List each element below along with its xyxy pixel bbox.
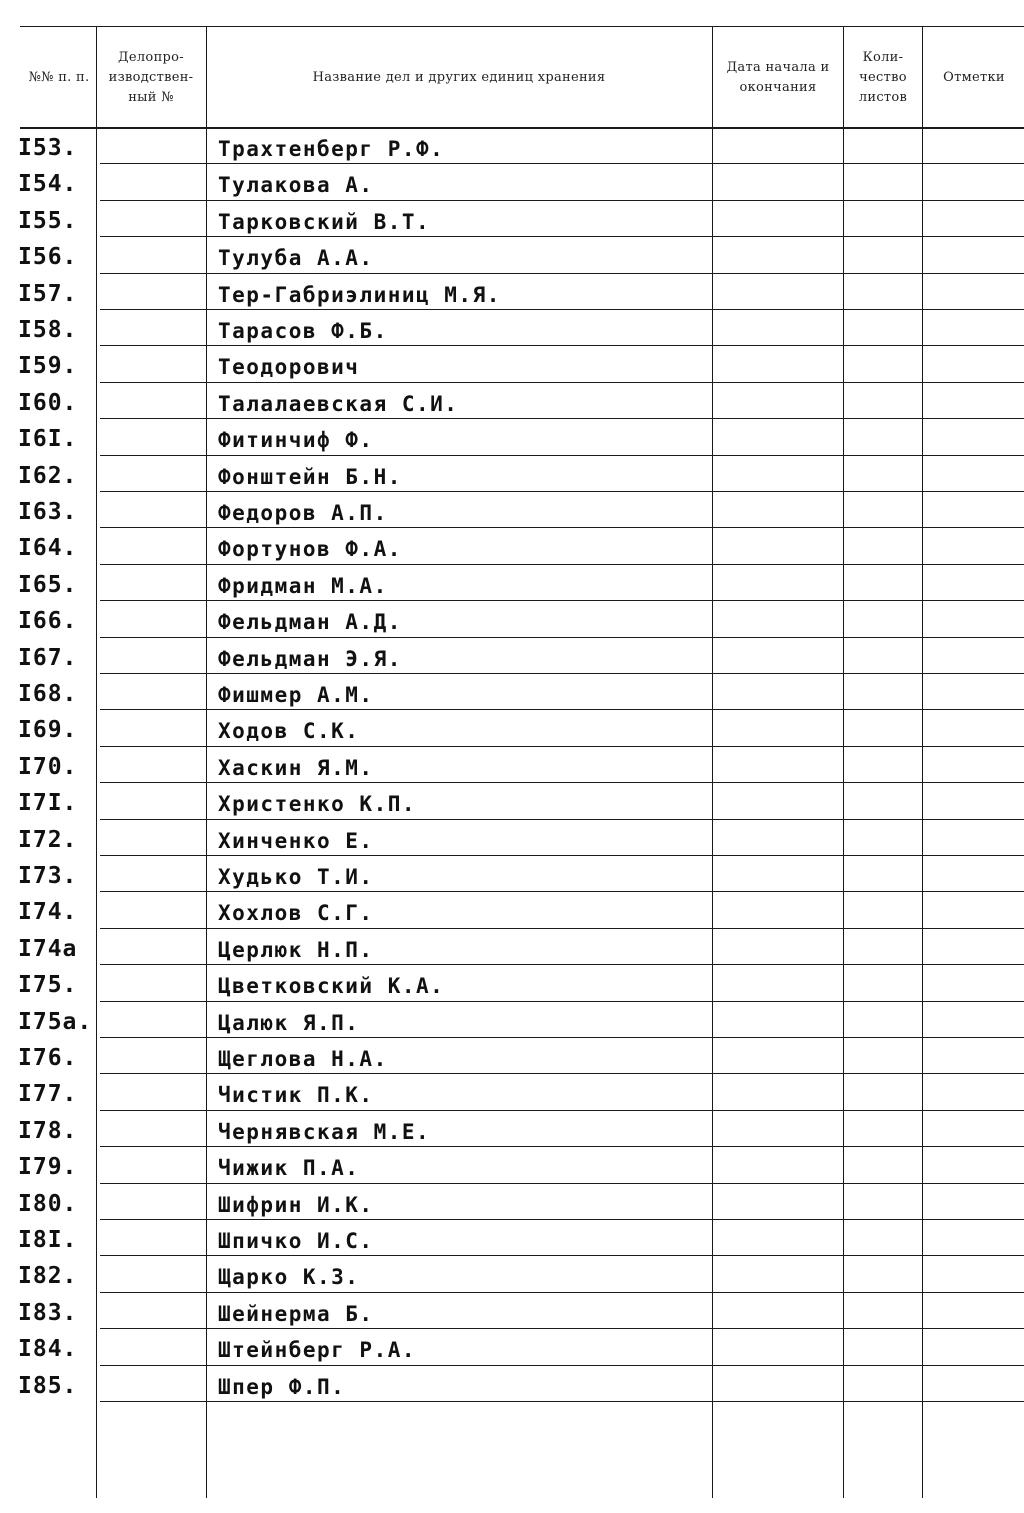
row-number: I53. bbox=[18, 135, 78, 161]
row-name: Тер-Габриэлиниц М.Я. bbox=[218, 282, 501, 307]
row-rule bbox=[100, 491, 1024, 492]
row-number: I59. bbox=[18, 353, 78, 380]
header-sheets bbox=[844, 30, 922, 126]
row-name: Фонштейн Б.Н. bbox=[218, 464, 402, 489]
row-rule bbox=[100, 928, 1024, 929]
row-number: I74. bbox=[18, 899, 78, 926]
header-sheets-label: Коли- чество листов bbox=[858, 50, 908, 105]
row-rule bbox=[100, 527, 1024, 528]
row-rule bbox=[100, 855, 1024, 856]
row-rule bbox=[100, 1037, 1024, 1038]
row-name: Тарасов Ф.Б. bbox=[218, 319, 388, 343]
row-name: Трахтенберг Р.Ф. bbox=[218, 137, 445, 161]
header-notes-label: Отметки bbox=[943, 70, 1005, 85]
header-number bbox=[22, 30, 96, 126]
row-rule bbox=[100, 1255, 1024, 1256]
row-number: I8I. bbox=[18, 1227, 78, 1253]
row-rule bbox=[100, 709, 1024, 710]
row-number: I82. bbox=[18, 1263, 78, 1290]
row-rule bbox=[100, 273, 1024, 274]
row-number: I83. bbox=[18, 1299, 78, 1326]
row-name: Щарко К.З. bbox=[218, 1265, 360, 1290]
row-number: I60. bbox=[18, 389, 78, 416]
row-number: I72. bbox=[18, 826, 78, 853]
row-name: Фортунов Ф.А. bbox=[218, 537, 402, 562]
row-rule bbox=[100, 891, 1024, 892]
row-rule bbox=[100, 1219, 1024, 1220]
row-number: I79. bbox=[18, 1154, 78, 1181]
top-rule bbox=[20, 26, 1024, 27]
row-name: Шифрин И.К. bbox=[218, 1192, 374, 1217]
row-rule bbox=[100, 1365, 1024, 1366]
row-name: Фридман М.А. bbox=[218, 573, 388, 598]
row-name: Шпер Ф.П. bbox=[218, 1374, 346, 1399]
row-number: I57. bbox=[18, 280, 78, 307]
row-name: Щеглова Н.А. bbox=[218, 1047, 388, 1071]
row-rule bbox=[100, 600, 1024, 601]
row-rule bbox=[100, 964, 1024, 965]
header-title-label: Название дел и других единиц хранения bbox=[312, 70, 606, 85]
header-notes bbox=[924, 30, 1024, 126]
row-rule bbox=[100, 1110, 1024, 1111]
row-name: Чижик П.А. bbox=[218, 1156, 360, 1181]
header-dates-label: Дата начала и окончания bbox=[726, 60, 830, 95]
row-number: I77. bbox=[18, 1081, 78, 1108]
header-office-number-label: Делопро- изводствен- ный № bbox=[108, 50, 194, 105]
header-dates bbox=[714, 30, 842, 126]
header-number-label: №№ п. п. bbox=[28, 70, 90, 85]
header-office-number bbox=[98, 30, 204, 126]
row-number: I78. bbox=[18, 1117, 78, 1144]
row-number: I54. bbox=[18, 171, 78, 198]
row-name: Хохлов С.Г. bbox=[218, 901, 374, 926]
row-rule bbox=[100, 418, 1024, 419]
row-number: I80. bbox=[18, 1190, 78, 1217]
row-rule bbox=[100, 673, 1024, 674]
row-number: I76. bbox=[18, 1045, 78, 1071]
row-rule bbox=[100, 746, 1024, 747]
row-rule bbox=[100, 637, 1024, 638]
row-number: I64. bbox=[18, 535, 78, 562]
row-number: I75. bbox=[18, 972, 78, 999]
header-title bbox=[206, 30, 712, 126]
column-rule bbox=[712, 26, 713, 1498]
row-name: Штейнберг Р.А. bbox=[218, 1338, 417, 1363]
row-name: Цветковский К.А. bbox=[218, 974, 445, 999]
row-number: I85. bbox=[18, 1372, 78, 1399]
row-rule bbox=[100, 382, 1024, 383]
row-name: Ходов С.К. bbox=[218, 719, 360, 744]
row-rule bbox=[100, 1001, 1024, 1002]
row-name: Христенко К.П. bbox=[218, 792, 417, 817]
row-name: Шейнерма Б. bbox=[218, 1301, 374, 1326]
row-name: Хаскин Я.М. bbox=[218, 755, 374, 780]
row-number: I73. bbox=[18, 863, 78, 889]
row-rule bbox=[100, 455, 1024, 456]
row-name: Фитинчиф Ф. bbox=[218, 428, 374, 453]
row-number: I58. bbox=[18, 317, 78, 343]
row-name: Чернявская М.Е. bbox=[218, 1119, 431, 1144]
row-number: I69. bbox=[18, 717, 78, 744]
row-rule bbox=[100, 564, 1024, 565]
row-rule bbox=[100, 1328, 1024, 1329]
row-number: I62. bbox=[18, 462, 78, 489]
row-rule bbox=[100, 1073, 1024, 1074]
row-name: Тулакова А. bbox=[218, 173, 374, 198]
row-number: I56. bbox=[18, 244, 78, 271]
row-rule bbox=[100, 1183, 1024, 1184]
row-rule bbox=[100, 200, 1024, 201]
header-rule bbox=[20, 127, 1024, 129]
row-name: Шпичко И.С. bbox=[218, 1229, 374, 1253]
row-number: I75а. bbox=[18, 1008, 93, 1035]
row-name: Тулуба А.А. bbox=[218, 246, 374, 271]
row-rule bbox=[100, 1292, 1024, 1293]
row-rule bbox=[100, 345, 1024, 346]
row-name: Федоров А.П. bbox=[218, 501, 388, 525]
row-number: I6I. bbox=[18, 426, 78, 453]
row-name: Чистик П.К. bbox=[218, 1083, 374, 1108]
row-name: Фельдман Э.Я. bbox=[218, 646, 402, 671]
row-name: Худько Т.И. bbox=[218, 865, 374, 889]
row-rule bbox=[100, 309, 1024, 310]
row-number: I67. bbox=[18, 644, 78, 671]
row-name: Хинченко Е. bbox=[218, 828, 374, 853]
row-rule bbox=[100, 236, 1024, 237]
row-rule bbox=[100, 819, 1024, 820]
row-rule bbox=[100, 163, 1024, 164]
column-rule bbox=[843, 26, 844, 1498]
row-number: I84. bbox=[18, 1336, 78, 1363]
column-rule bbox=[922, 26, 923, 1498]
row-name: Церлюк Н.П. bbox=[218, 937, 374, 962]
row-number: I68. bbox=[18, 681, 78, 707]
row-rule bbox=[100, 782, 1024, 783]
row-name: Фельдман А.Д. bbox=[218, 610, 402, 635]
row-number: I7I. bbox=[18, 790, 78, 817]
row-name: Тарковский В.Т. bbox=[218, 209, 431, 234]
row-number: I65. bbox=[18, 571, 78, 598]
row-number: I55. bbox=[18, 207, 78, 234]
row-name: Фишмер А.М. bbox=[218, 683, 374, 707]
row-number: I70. bbox=[18, 753, 78, 780]
row-number: I74а bbox=[18, 935, 78, 962]
row-name: Талалаевская С.И. bbox=[218, 391, 459, 416]
row-number: I66. bbox=[18, 608, 78, 635]
row-rule bbox=[100, 1401, 1024, 1402]
row-name: Цалюк Я.П. bbox=[218, 1010, 360, 1035]
row-number: I63. bbox=[18, 499, 78, 525]
row-rule bbox=[100, 1146, 1024, 1147]
column-rule bbox=[206, 26, 207, 1498]
row-name: Теодорович bbox=[218, 355, 360, 380]
